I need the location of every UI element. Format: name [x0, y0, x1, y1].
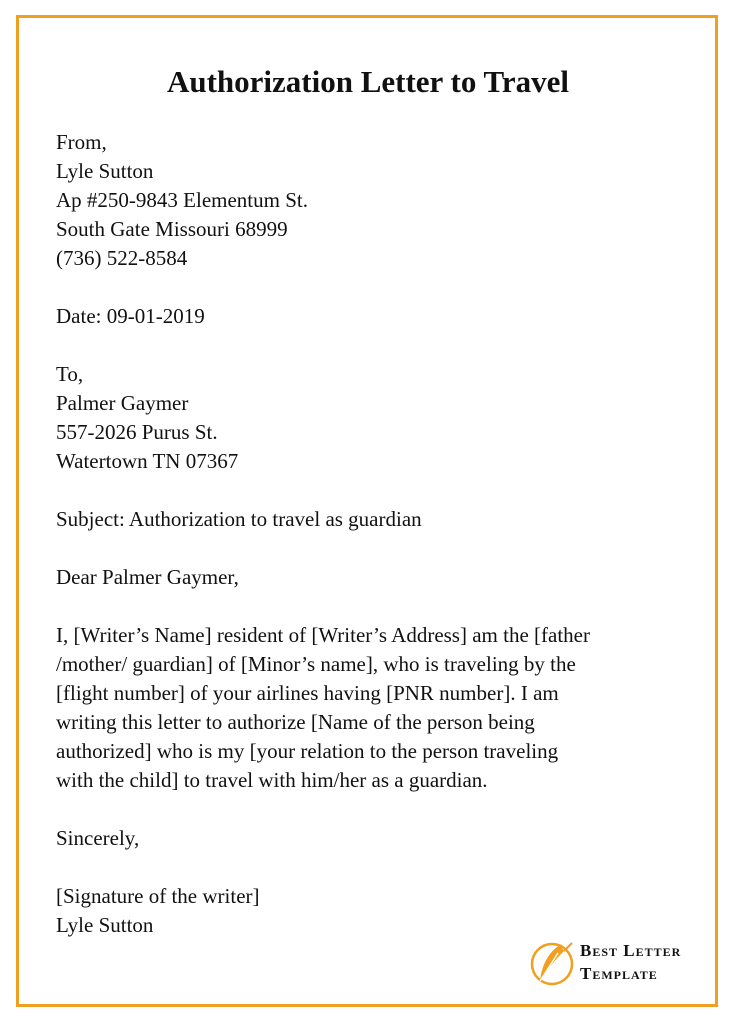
sender-address-line-2: South Gate Missouri 68999 — [56, 217, 288, 241]
letter-subject: Subject: Authorization to travel as guardian — [56, 507, 422, 531]
body-line: with the child] to travel with him/her as a guardian. — [56, 768, 488, 792]
letter-title: Authorization Letter to Travel — [166, 64, 570, 99]
body-line: /mother/ guardian] of [Minor’s name], who is traveling by the — [56, 652, 576, 676]
salutation: Dear Palmer Gaymer, — [56, 565, 239, 589]
body-line: I, [Writer’s Name] resident of [Writer’s Address] am the [father — [56, 623, 590, 647]
recipient-name: Palmer Gaymer — [56, 391, 189, 415]
recipient-address-line-1: 557-2026 Purus St. — [56, 420, 218, 444]
body-line: authorized] who is my [your relation to the person traveling — [56, 739, 559, 763]
sender-name: Lyle Sutton — [56, 159, 154, 183]
body-line: [flight number] of your airlines having [PNR number]. I am — [56, 681, 559, 705]
closing-block — [56, 824, 696, 853]
logo-line-1: Best Letter — [580, 941, 682, 960]
signer-name: Lyle Sutton — [56, 913, 154, 937]
date-block — [56, 302, 696, 331]
signature-block — [56, 882, 696, 940]
closing: Sincerely, — [56, 826, 140, 850]
body-line: writing this letter to authorize [Name of the person being — [56, 710, 535, 734]
salutation-block — [56, 563, 696, 592]
letter-date: Date: 09-01-2019 — [56, 304, 205, 328]
to-label: To, — [56, 362, 84, 386]
feather-pen-icon — [530, 937, 576, 989]
letter-body — [56, 621, 696, 795]
recipient-address-line-2: Watertown TN 07367 — [56, 449, 239, 473]
subject-block — [56, 505, 696, 534]
logo-line-2: Template — [580, 964, 658, 983]
brand-logo — [530, 935, 690, 995]
signature-placeholder: [Signature of the writer] — [56, 884, 260, 908]
sender-address-line-1: Ap #250-9843 Elementum St. — [56, 188, 308, 212]
sender-block — [56, 128, 696, 273]
from-label: From, — [56, 130, 107, 154]
sender-phone: (736) 522-8584 — [56, 246, 188, 270]
recipient-block — [56, 360, 696, 476]
logo-wordmark — [580, 939, 681, 985]
